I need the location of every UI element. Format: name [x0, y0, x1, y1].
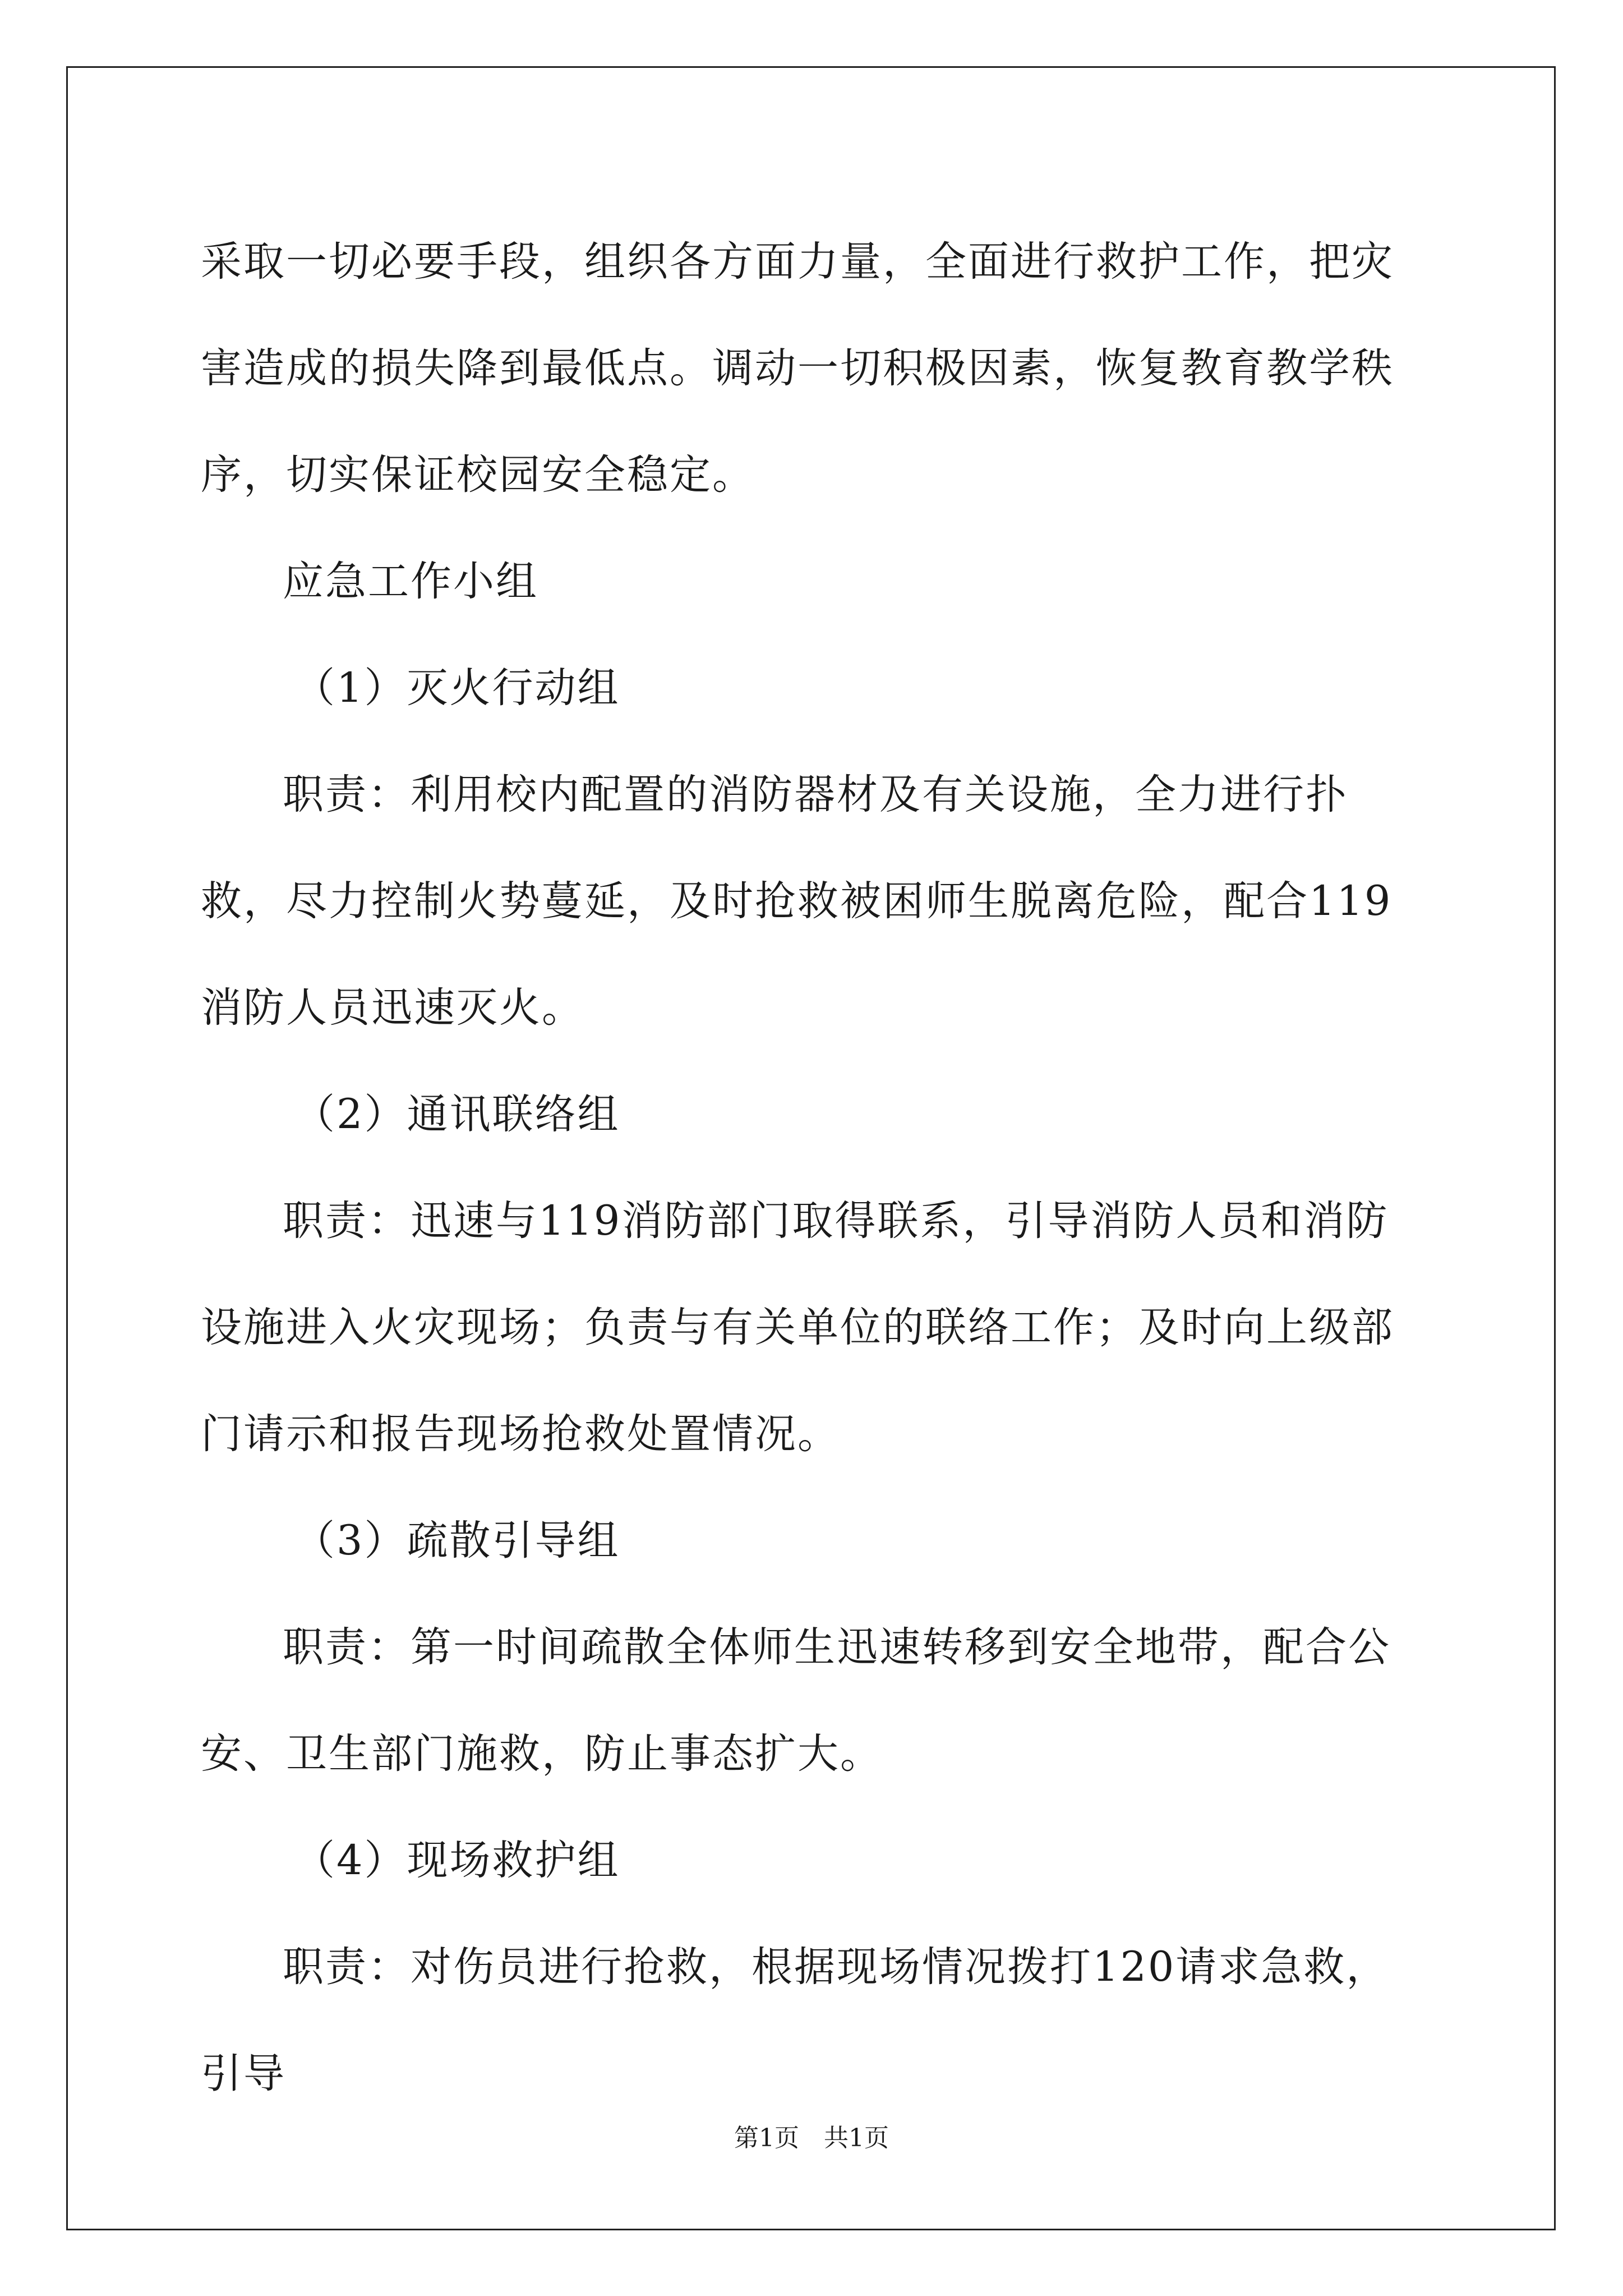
- page-number-footer: 第1页 共1页: [734, 2124, 889, 2152]
- heading-emergency-team: 应急工作小组: [283, 558, 538, 605]
- paragraph-communication-duties: 职责：迅速与119消防部门取得联系，引导消防人员和消防设施进入火灾现场；负责与有关单位的联络工作；及时向上级部门请示和报告现场抢救处置情况。: [201, 1197, 1394, 1458]
- paragraph-fire-fighting-duties: 职责：利用校内配置的消防器材及有关设施，全力进行扑救，尽力控制火势蔓延，及时抢救被困师生脱离危险，配合119消防人员迅速灭火。: [201, 771, 1393, 1032]
- heading-communication-group: （2）通讯联络组: [294, 1091, 620, 1138]
- heading-fire-fighting-group: （1）灭火行动组: [294, 664, 620, 712]
- paragraph-evacuation-duties: 职责：第一时间疏散全体师生迅速转移到安全地带，配合公安、卫生部门施救，防止事态扩大。: [201, 1623, 1391, 1778]
- paragraph-rescue-duties: 职责：对伤员进行抢救，根据现场情况拨打120请求急救，引导: [201, 1943, 1389, 2097]
- paragraph-intro: 采取一切必要手段，组织各方面力量，全面进行救护工作，把灾害造成的损失降到最低点。调动一切积极因素，恢复教育教学秩序，切实保证校园安全稳定。: [201, 238, 1394, 499]
- heading-rescue-group: （4）现场救护组: [294, 1837, 620, 1884]
- heading-evacuation-group: （3）疏散引导组: [294, 1517, 620, 1565]
- document-body: [201, 209, 1431, 2127]
